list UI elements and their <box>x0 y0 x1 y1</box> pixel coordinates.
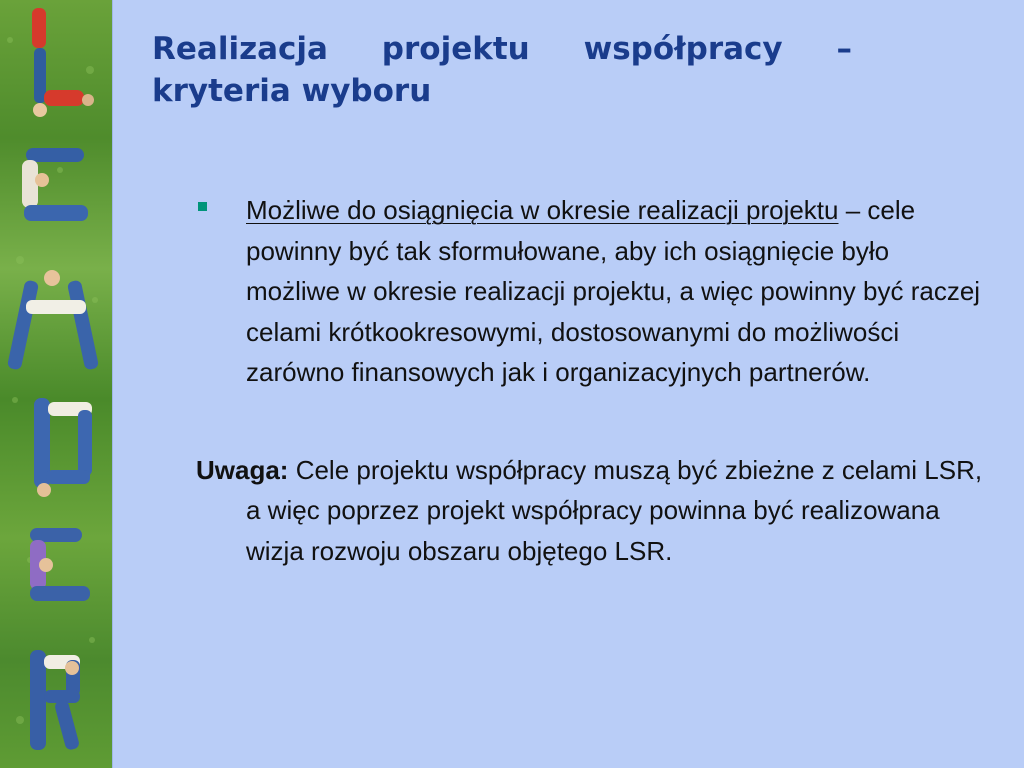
square-bullet-icon <box>198 202 207 211</box>
bullet-body: – cele powinny być tak sformułowane, aby ich osiągnięcie było możliwe w okresie realizacji projektu, a więc powinny być raczej celami krótkookresowymi, dostosowanymi do możliwości zarówno finansowych jak i organizacyjnych partnerów. <box>246 195 981 387</box>
title-line-1 <box>152 28 852 70</box>
note-label: Uwaga: <box>196 454 289 485</box>
slide-title <box>152 28 852 112</box>
title-word: Realizacja <box>152 31 328 67</box>
bullet-item <box>196 190 986 393</box>
slide-content <box>196 190 986 571</box>
note-paragraph <box>196 450 986 572</box>
note-text: Cele projektu współpracy muszą być zbieżne z celami LSR, a więc poprzez projekt współpracy powinna być realizowana wizja rozwoju obszaru objętego LSR. <box>246 454 983 566</box>
bullet-lead-underlined: Możliwe do osiągnięcia w okresie realizacji projektu <box>246 195 839 225</box>
people-lying-on-grass-photo <box>0 0 112 768</box>
title-word: projektu <box>381 31 530 67</box>
title-word: – <box>836 31 852 67</box>
title-line-2: kryteria wyboru <box>152 73 432 109</box>
side-photo-strip <box>0 0 113 768</box>
bullet-text <box>246 190 986 393</box>
title-word: współpracy <box>583 31 783 67</box>
